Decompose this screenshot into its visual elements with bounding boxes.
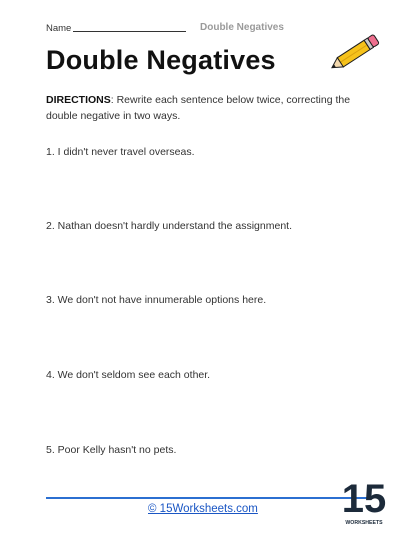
logo-number: 15 [341,477,387,521]
list-item: 4. We don't seldom see each other. [46,369,211,381]
directions-text: : Rewrite each sentence below twice, correcting the double negative in two ways. [46,94,351,122]
logo-word: WORKSHEETS [345,520,383,526]
list-item: 1. I didn't never travel overseas. [46,146,195,158]
page-title: Double Negatives [46,45,276,75]
directions-lead: DIRECTIONS [46,94,111,106]
name-label: Name [46,23,72,34]
sheet-label: Double Negatives [200,22,284,33]
name-line[interactable] [73,31,186,32]
list-item: 2. Nathan doesn't hardly understand the assignment. [46,220,292,232]
list-item: 5. Poor Kelly hasn't no pets. [46,444,177,456]
directions [46,92,366,124]
logo-15worksheets [341,470,387,528]
name-field [46,23,186,34]
list-item: 3. We don't not have innumerable options here. [46,294,267,306]
pencil-icon [324,30,384,78]
footer-divider [46,497,370,499]
copyright-link[interactable]: © 15Worksheets.com [148,503,258,515]
